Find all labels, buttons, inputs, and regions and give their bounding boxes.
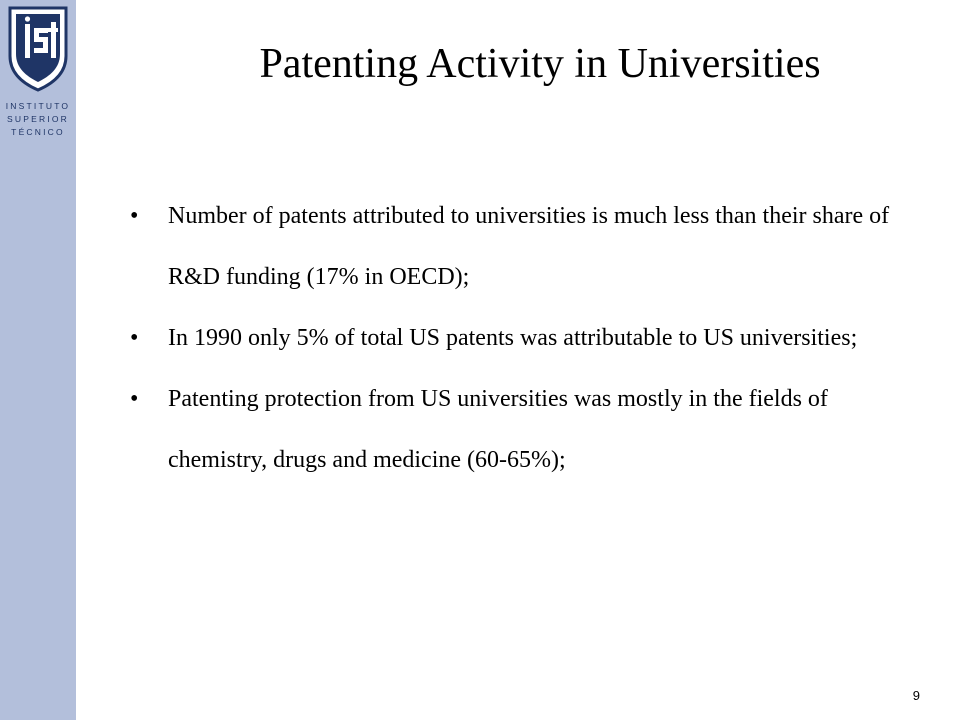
page-number: 9 (912, 688, 920, 703)
bullet-text: Patenting protection from US universities was mostly in the fields of chemistry, drugs and medicine (60-65%); (168, 386, 828, 473)
bullet-text: In 1990 only 5% of total US patents was attributable to US universities; (168, 325, 858, 351)
bullet-dot: • (130, 325, 139, 351)
logo-text-line2: SUPERIOR (7, 114, 69, 124)
ist-logo-shield-icon (6, 4, 70, 92)
logo-text-line3: TÉCNICO (11, 127, 65, 137)
logo-text-line1: INSTITUTO (5, 101, 71, 111)
bullet-item (130, 369, 900, 491)
bullet-text: Number of patents attributed to universities is much less than their share of R&D funding (17% in OECD); (168, 203, 890, 290)
bullet-dot: • (130, 203, 139, 229)
sidebar (0, 0, 76, 720)
slide-title: Patenting Activity in Universities (259, 41, 821, 87)
bullet-dot: • (130, 386, 139, 412)
bullet-item (130, 308, 900, 369)
bullet-list (130, 186, 900, 491)
bullet-item (130, 186, 900, 308)
